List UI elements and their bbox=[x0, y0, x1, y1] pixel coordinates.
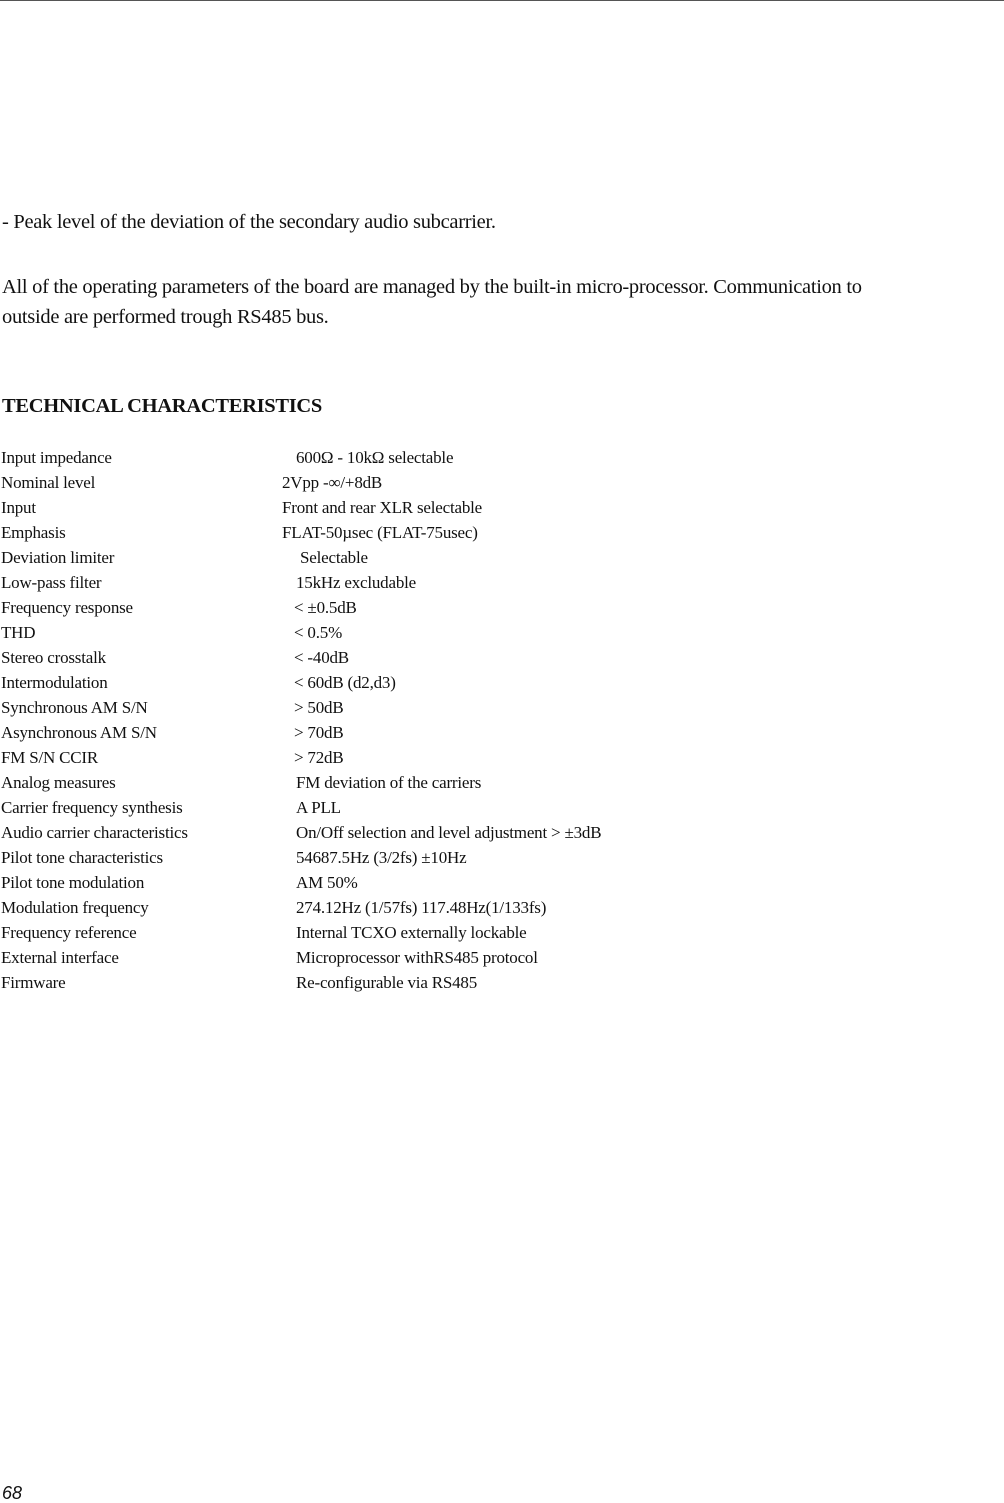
spec-label: Synchronous AM S/N bbox=[1, 698, 148, 717]
spec-label: Frequency reference bbox=[1, 923, 137, 942]
spec-label: Input impedance bbox=[1, 448, 112, 467]
spec-value: < -40dB bbox=[294, 648, 349, 667]
spec-row bbox=[0, 670, 1004, 695]
spec-value: FM deviation of the carriers bbox=[296, 773, 482, 792]
spec-value: 54687.5Hz (3/2fs) ±10Hz bbox=[296, 848, 467, 867]
spec-row bbox=[0, 795, 1004, 820]
spec-value: > 72dB bbox=[294, 748, 344, 767]
spec-table bbox=[0, 445, 1004, 995]
spec-value: > 50dB bbox=[294, 698, 344, 717]
spec-row bbox=[0, 520, 1004, 545]
spec-label: Deviation limiter bbox=[1, 548, 115, 567]
spec-value: Microprocessor withRS485 protocol bbox=[296, 948, 538, 967]
spec-row bbox=[0, 645, 1004, 670]
spec-label: FM S/N CCIR bbox=[1, 748, 99, 767]
spec-value: Internal TCXO externally lockable bbox=[296, 923, 527, 942]
spec-row bbox=[0, 570, 1004, 595]
page-number: 68 bbox=[2, 1483, 23, 1503]
spec-row bbox=[0, 970, 1004, 995]
top-rule bbox=[0, 0, 1004, 1]
operating-line-1: All of the operating parameters of the board are managed by the built-in micro-processor. Communication to bbox=[2, 276, 862, 298]
spec-label: Nominal level bbox=[1, 473, 96, 492]
spec-label: Asynchronous AM S/N bbox=[1, 723, 157, 742]
spec-row bbox=[0, 445, 1004, 470]
peak-level-paragraph: - Peak level of the deviation of the secondary audio subcarrier. bbox=[2, 211, 496, 233]
spec-row bbox=[0, 470, 1004, 495]
spec-label: Pilot tone characteristics bbox=[1, 848, 163, 867]
spec-label: Firmware bbox=[1, 973, 66, 992]
spec-value: < ±0.5dB bbox=[294, 598, 357, 617]
spec-row bbox=[0, 870, 1004, 895]
spec-row bbox=[0, 620, 1004, 645]
spec-row bbox=[0, 720, 1004, 745]
spec-label: Frequency response bbox=[1, 598, 133, 617]
spec-row bbox=[0, 695, 1004, 720]
spec-value: On/Off selection and level adjustment > ±3dB bbox=[296, 823, 602, 842]
spec-value: Front and rear XLR selectable bbox=[282, 498, 483, 517]
spec-value: < 0.5% bbox=[294, 623, 343, 642]
spec-row bbox=[0, 820, 1004, 845]
spec-label: Modulation frequency bbox=[1, 898, 149, 917]
spec-label: External interface bbox=[1, 948, 119, 967]
spec-value: 2Vpp -∞/+8dB bbox=[282, 473, 383, 492]
spec-row bbox=[0, 770, 1004, 795]
spec-label: Stereo crosstalk bbox=[1, 648, 106, 667]
spec-label: Audio carrier characteristics bbox=[1, 823, 188, 842]
operating-line-2: outside are performed trough RS485 bus. bbox=[2, 306, 329, 328]
spec-value: FLAT-50µsec (FLAT-75usec) bbox=[282, 523, 478, 542]
spec-value: 600Ω - 10kΩ selectable bbox=[296, 448, 454, 467]
spec-value: 274.12Hz (1/57fs) 117.48Hz(1/133fs) bbox=[296, 898, 547, 917]
spec-value: AM 50% bbox=[296, 873, 358, 892]
section-title: TECHNICAL CHARACTERISTICS bbox=[2, 395, 323, 417]
spec-value: < 60dB (d2,d3) bbox=[294, 673, 396, 692]
spec-label: THD bbox=[1, 623, 36, 642]
spec-value: Re-configurable via RS485 bbox=[296, 973, 478, 992]
spec-row bbox=[0, 945, 1004, 970]
spec-value: 15kHz excludable bbox=[296, 573, 417, 592]
spec-row bbox=[0, 595, 1004, 620]
spec-label: Intermodulation bbox=[1, 673, 108, 692]
spec-row bbox=[0, 745, 1004, 770]
spec-label: Analog measures bbox=[1, 773, 116, 792]
spec-label: Input bbox=[1, 498, 36, 517]
spec-row bbox=[0, 545, 1004, 570]
operating-paragraph bbox=[2, 272, 862, 332]
spec-value: Selectable bbox=[300, 548, 368, 567]
spec-row bbox=[0, 920, 1004, 945]
spec-row bbox=[0, 495, 1004, 520]
spec-value: > 70dB bbox=[294, 723, 344, 742]
spec-label: Low-pass filter bbox=[1, 573, 102, 592]
spec-label: Carrier frequency synthesis bbox=[1, 798, 183, 817]
spec-label: Emphasis bbox=[1, 523, 66, 542]
spec-value: A PLL bbox=[296, 798, 341, 817]
spec-label: Pilot tone modulation bbox=[1, 873, 145, 892]
spec-row bbox=[0, 845, 1004, 870]
spec-row bbox=[0, 895, 1004, 920]
